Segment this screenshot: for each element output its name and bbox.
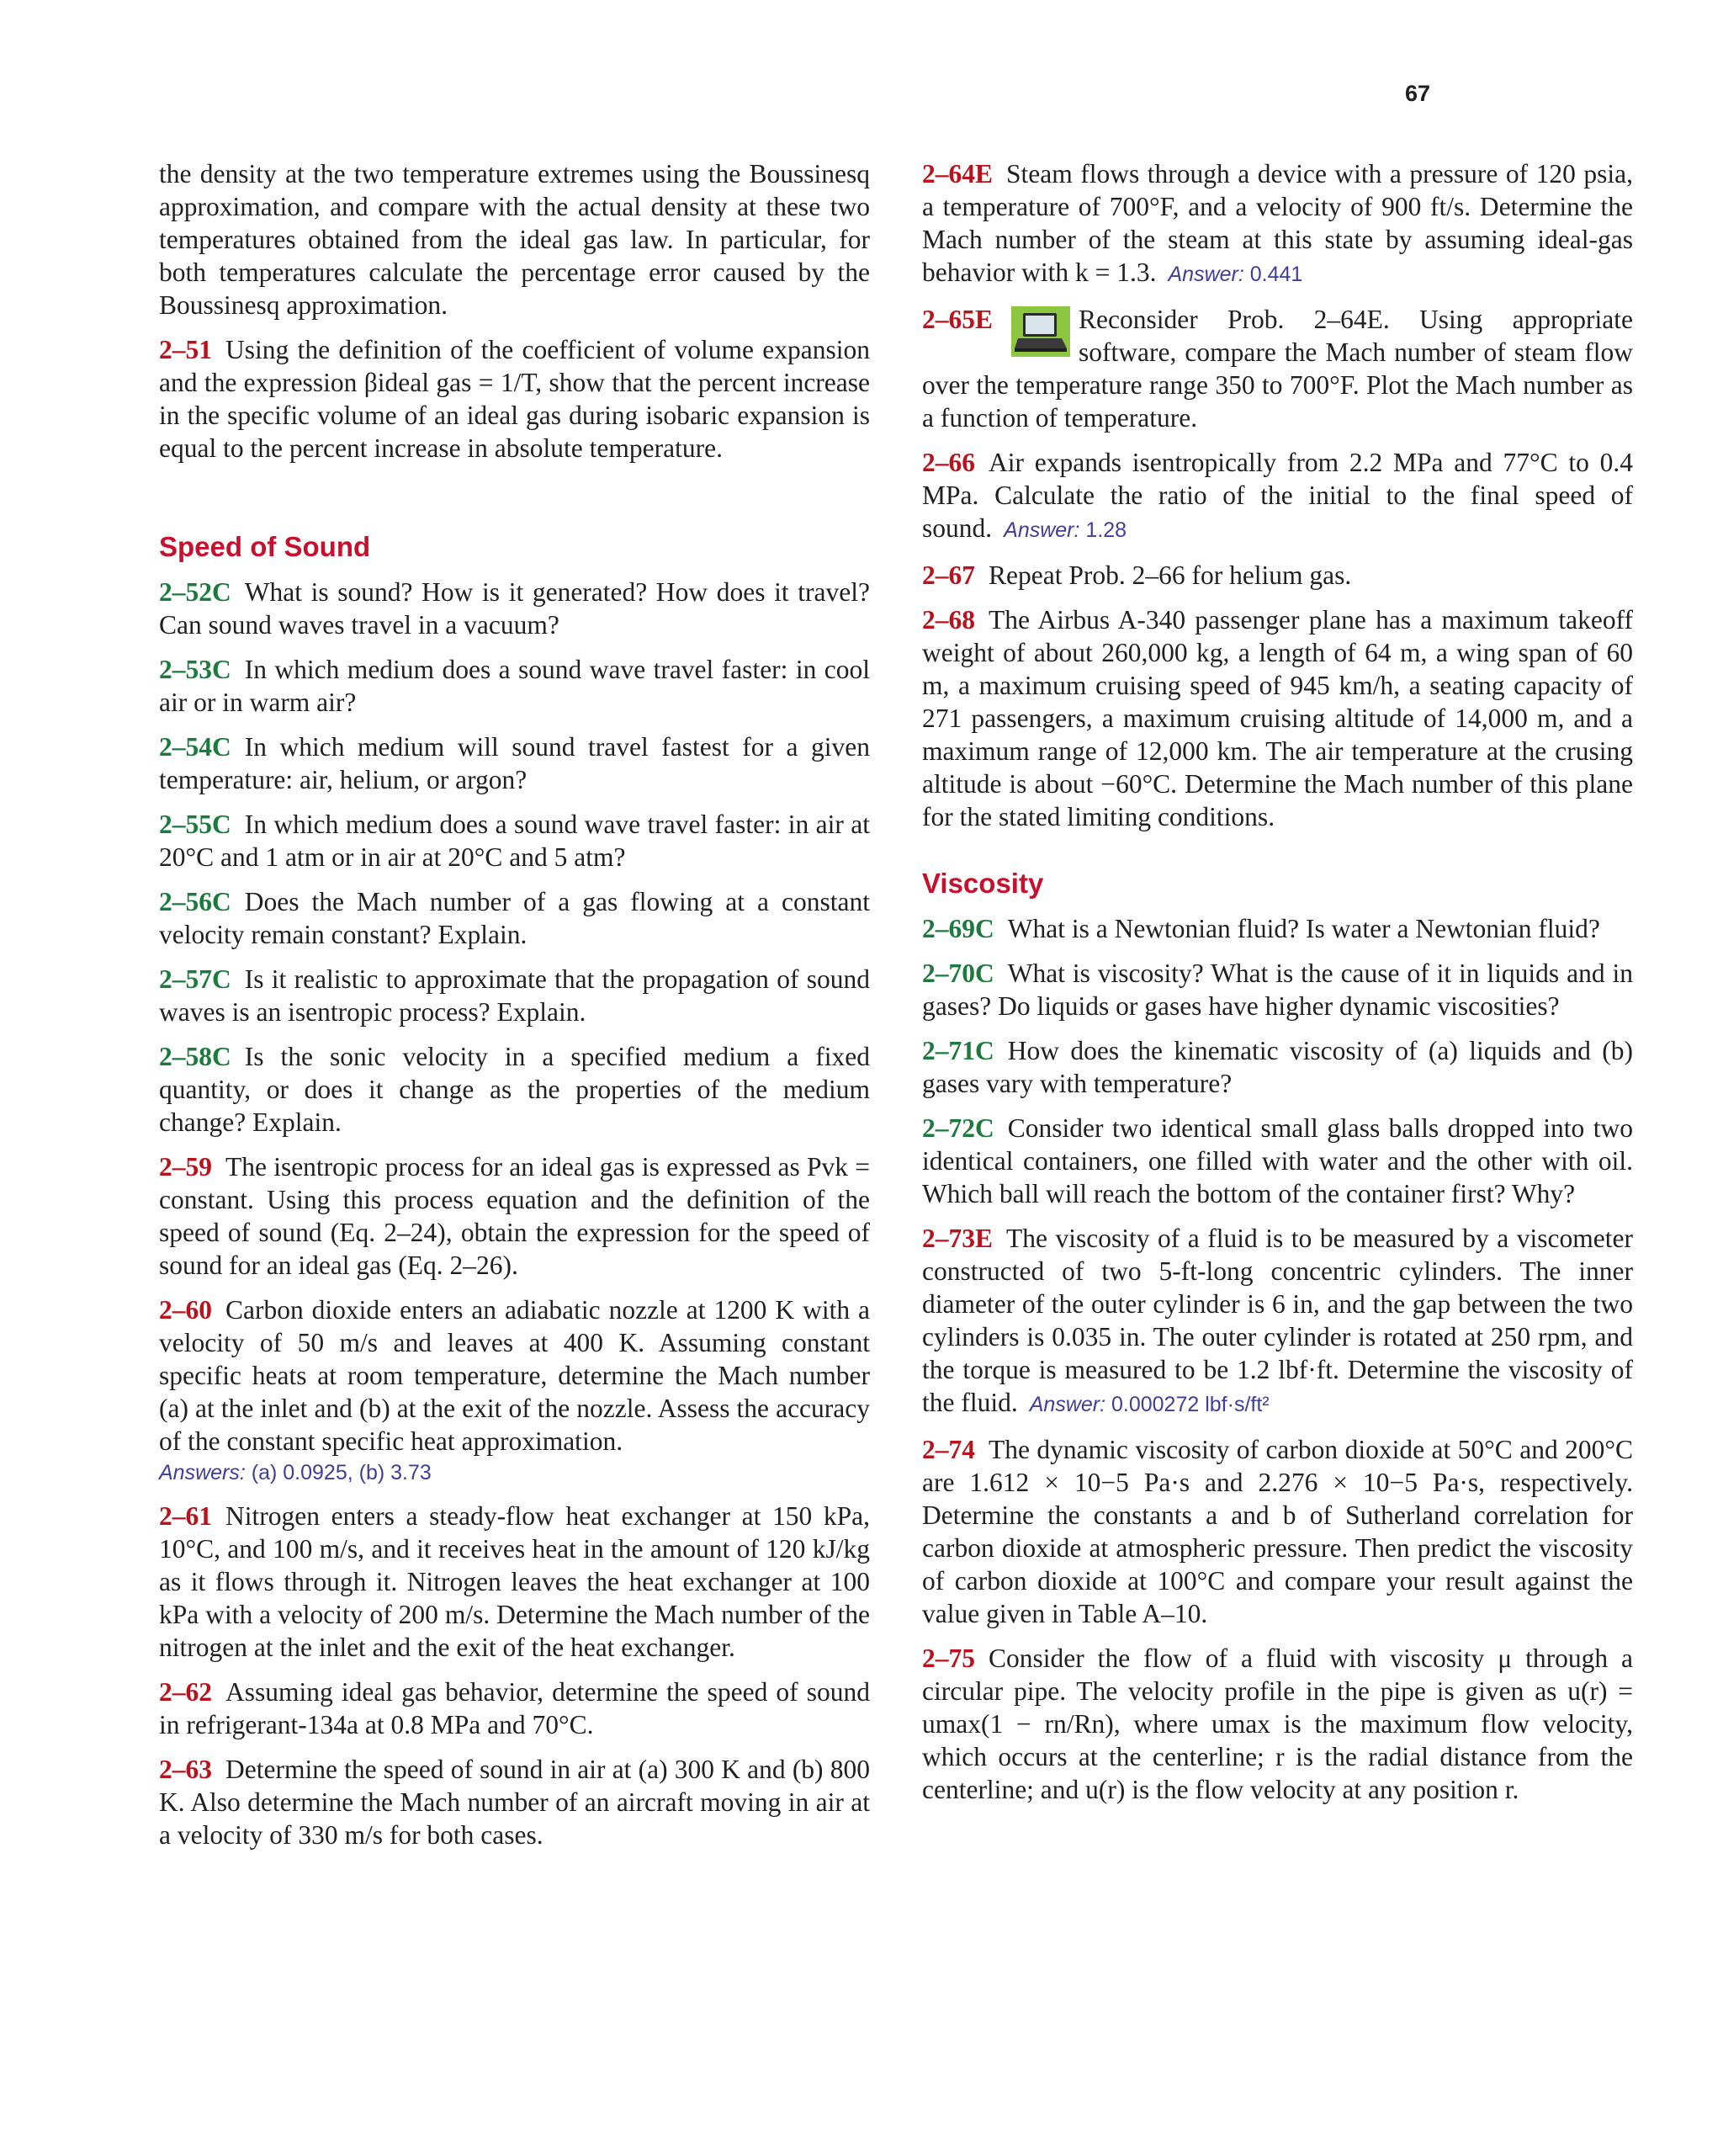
section-heading-speed-of-sound: Speed of Sound — [159, 531, 371, 562]
problem-2-70c — [922, 957, 1633, 1022]
problem-number: 2–67 — [922, 560, 975, 590]
answer-value: (a) 0.0925, (b) 3.73 — [251, 1461, 432, 1484]
problem-number: 2–59 — [159, 1152, 212, 1182]
problem-number: 2–57C — [159, 964, 231, 994]
problem-number: 2–61 — [159, 1501, 212, 1531]
problem-text: Is it realistic to approximate that the propagation of sound waves is an isentropic process? Explain. — [159, 964, 870, 1027]
problem-2-60 — [159, 1293, 870, 1488]
problem-2-53c — [159, 653, 870, 719]
problem-number: 2–69C — [922, 914, 994, 943]
problem-number: 2–73E — [922, 1224, 994, 1253]
problem-2-58c — [159, 1040, 870, 1139]
right-column — [922, 157, 1633, 1818]
answer — [159, 1458, 870, 1488]
problem-text: What is a Newtonian fluid? Is water a Newtonian fluid? — [1007, 914, 1600, 943]
problem-2-51 — [159, 333, 870, 465]
problem-text: What is viscosity? What is the cause of it in liquids and in gases? Do liquids or gases have higher dynamic viscosities? — [922, 959, 1633, 1021]
problem-number: 2–68 — [922, 605, 975, 635]
problem-2-72c — [922, 1112, 1633, 1210]
problem-number: 2–72C — [922, 1113, 994, 1143]
problem-number: 2–62 — [159, 1677, 212, 1707]
problem-number: 2–64E — [922, 159, 994, 189]
problem-text: Assuming ideal gas behavior, determine the speed of sound in refrigerant-134a at 0.8 MPa and 70°C. — [159, 1677, 870, 1739]
problem-2-68 — [922, 603, 1633, 833]
problem-2-62 — [159, 1675, 870, 1741]
problem-text: Using the definition of the coefficient of volume expansion and the expression βideal gas = 1/T, show that the percent increase in the specific volume of an ideal gas during isobaric expansion is equal to the percent increase in absolute temperature. — [159, 335, 870, 463]
problem-number: 2–54C — [159, 732, 231, 762]
problem-text: Nitrogen enters a steady-flow heat exchanger at 150 kPa, 10°C, and 100 m/s, and it receives heat in the amount of 120 kJ/kg as it flows through it. Nitrogen leaves the heat exchanger at 100 kPa with a velocity of 200 m/s. Determine the Mach number of the nitrogen at the inlet and the exit of the heat exchanger. — [159, 1501, 870, 1662]
continued-paragraph: the density at the two temperature extremes using the Boussinesq approximation, and compare with the actual density at these two temperatures obtained from the ideal gas law. In particular, for both temperatures calculate the percentage error caused by the Boussinesq approximation. — [159, 159, 870, 320]
problem-2-73e — [922, 1222, 1633, 1421]
problem-number: 2–75 — [922, 1644, 975, 1673]
problem-number: 2–70C — [922, 959, 994, 988]
answer-value: 0.000272 lbf·s/ft² — [1111, 1393, 1270, 1416]
problem-number: 2–52C — [159, 577, 231, 607]
problem-text: Air expands isentropically from 2.2 MPa and 77°C to 0.4 MPa. Calculate the ratio of the initial to the final speed of sound. — [922, 448, 1633, 543]
problem-2-74 — [922, 1433, 1633, 1630]
problem-text: In which medium does a sound wave travel faster: in cool air or in warm air? — [159, 655, 870, 717]
problem-text: The isentropic process for an ideal gas is expressed as Pvk = constant. Using this process equation and the definition of the speed of sound (Eq. 2–24), obtain the expression for the speed of sound for an ideal gas (Eq. 2–26). — [159, 1152, 870, 1280]
problem-number: 2–53C — [159, 655, 231, 684]
problem-number: 2–56C — [159, 887, 231, 916]
problem-2-52c — [159, 576, 870, 641]
problem-number: 2–55C — [159, 810, 231, 839]
problem-2-55c — [159, 808, 870, 874]
answer — [1004, 518, 1127, 542]
answer — [1168, 263, 1302, 286]
page-number: 67 — [1404, 81, 1430, 106]
answer-value: 1.28 — [1085, 518, 1127, 542]
problem-2-64e — [922, 157, 1633, 291]
problem-text: Reconsider Prob. 2–64E. Using appropriate software, compare the Mach number of steam flow over the temperature range 350 to 700°F. Plot the Mach number as a function of temperature. — [922, 305, 1633, 433]
problem-text: Consider the flow of a fluid with viscosity μ through a circular pipe. The velocity profile in the pipe is given as u(r) = umax(1 − rn/Rn), where umax is the maximum flow velocity, which occurs at the centerline; r is the radial distance from the centerline; and u(r) is the flow velocity at any position r. — [922, 1644, 1633, 1804]
problem-text: What is sound? How is it generated? How does it travel? Can sound waves travel in a vacuum? — [159, 577, 870, 640]
problem-text: Does the Mach number of a gas flowing at a constant velocity remain constant? Explain. — [159, 887, 870, 949]
problem-text: Is the sonic velocity in a specified medium a fixed quantity, or does it change as the properties of the medium change? Explain. — [159, 1042, 870, 1137]
answer — [1030, 1393, 1270, 1416]
answer-label: Answer: — [1029, 1393, 1106, 1416]
answer-label: Answer: — [1004, 518, 1080, 542]
laptop-computer-icon — [1011, 306, 1070, 357]
problem-2-61 — [159, 1500, 870, 1664]
problem-2-65e — [922, 303, 1633, 434]
problem-number: 2–51 — [159, 335, 212, 364]
problem-2-59 — [159, 1150, 870, 1282]
problem-text: The viscosity of a fluid is to be measured by a viscometer constructed of two 5-ft-long concentric cylinders. The inner diameter of the outer cylinder is 6 in, and the gap between the two cylinders is 0.035 in. The outer cylinder is rotated at 250 rpm, and the torque is measured to be 1.2 lbf·ft. Determine the viscosity of the fluid. — [922, 1224, 1633, 1417]
problem-2-71c — [922, 1034, 1633, 1100]
problem-text: In which medium does a sound wave travel faster: in air at 20°C and 1 atm or in air at 20°C and 5 atm? — [159, 810, 870, 872]
problem-number: 2–58C — [159, 1042, 231, 1071]
problem-number: 2–71C — [922, 1036, 994, 1065]
problem-text: Repeat Prob. 2–66 for helium gas. — [989, 560, 1352, 590]
problem-number: 2–74 — [922, 1435, 975, 1464]
problem-2-56c — [159, 885, 870, 951]
problem-2-75 — [922, 1642, 1633, 1806]
problem-2-57c — [159, 963, 870, 1028]
answer-label: Answers: — [159, 1461, 246, 1484]
problem-number: 2–66 — [922, 448, 975, 477]
problem-text: Determine the speed of sound in air at (a) 300 K and (b) 800 K. Also determine the Mach number of an aircraft moving in air at a velocity of 330 m/s for both cases. — [159, 1755, 870, 1850]
problem-text: How does the kinematic viscosity of (a) liquids and (b) gases vary with temperature? — [922, 1036, 1633, 1098]
problem-text: The Airbus A-340 passenger plane has a maximum takeoff weight of about 260,000 kg, a length of 64 m, a wing span of 60 m, a maximum cruising speed of 945 km/h, a seating capacity of 271 passengers, a maximum cruising altitude of 14,000 m, and a maximum range of 12,000 km. The air temperature at the crusing altitude is about −60°C. Determine the Mach number of this plane for the stated limiting conditions. — [922, 605, 1633, 831]
section-heading-viscosity: Viscosity — [922, 868, 1044, 899]
problem-text: Steam flows through a device with a pressure of 120 psia, a temperature of 700°F, and a velocity of 900 ft/s. Determine the Mach number of the steam at this state by assuming ideal-gas behavior with k = 1.3. — [922, 159, 1633, 287]
problem-2-63 — [159, 1753, 870, 1851]
problem-number: 2–65E — [922, 305, 994, 334]
problem-text: The dynamic viscosity of carbon dioxide at 50°C and 200°C are 1.612 × 10−5 Pa·s and 2.276 × 10−5 Pa·s, respectively. Determine the constants a and b of Sutherland correlation for carbon dioxide at atmospheric pressure. Then predict the viscosity of carbon dioxide at 100°C and compare your result against the value given in Table A–10. — [922, 1435, 1633, 1628]
answer-label: Answer: — [1168, 263, 1244, 286]
problem-2-69c — [922, 912, 1633, 945]
problem-text: Consider two identical small glass balls dropped into two identical containers, one filled with water and the other with oil. Which ball will reach the bottom of the container first? Why? — [922, 1113, 1633, 1208]
problem-2-67 — [922, 559, 1633, 592]
problem-2-54c — [159, 730, 870, 796]
problem-text: Carbon dioxide enters an adiabatic nozzle at 1200 K with a velocity of 50 m/s and leaves at 400 K. Assuming constant specific heats at room temperature, determine the Mach number (a) at the inlet and (b) at the exit of the nozzle. Assess the accuracy of the constant specific heat approximation. — [159, 1295, 870, 1456]
problem-text: In which medium will sound travel fastest for a given temperature: air, helium, or argon? — [159, 732, 870, 794]
problem-2-66 — [922, 446, 1633, 547]
left-column — [159, 157, 870, 1863]
problem-number: 2–60 — [159, 1295, 212, 1325]
answer-value: 0.441 — [1249, 263, 1303, 286]
problem-number: 2–63 — [159, 1755, 212, 1784]
